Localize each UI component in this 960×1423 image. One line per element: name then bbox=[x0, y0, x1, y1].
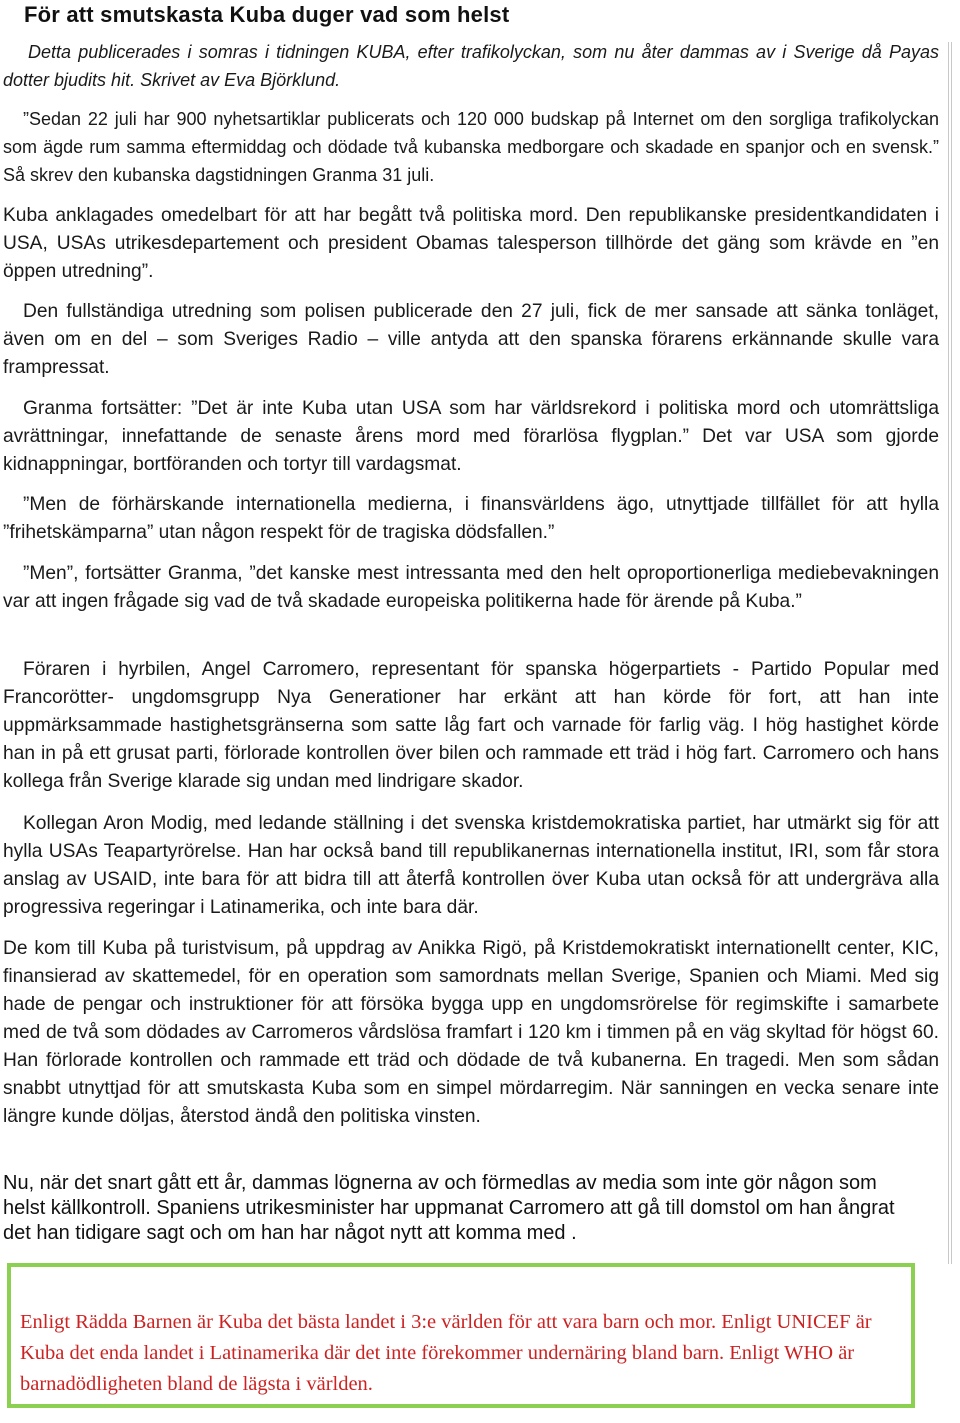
closing-paragraph bbox=[3, 1171, 918, 1246]
paragraph-7 bbox=[3, 656, 939, 796]
paragraph-1 bbox=[3, 105, 939, 189]
fact-box-text: Enligt Rädda Barnen är Kuba det bästa landet i 3:e världen för att vara barn och mor. Enligt UNICEF är Kuba det enda landet i Latinamerika där det inte förekommer undernäring bland barn. Enligt WHO är barnadödligheten bland de lägsta i världen. bbox=[20, 1311, 872, 1395]
paragraph-3 bbox=[3, 298, 939, 382]
paragraph-text: ”Men”, fortsätter Granma, ”det kanske mest intressanta med den helt oproportionerliga mediebevakningen var att ingen frågade sig vad de två skadade europeiska politikerna hade för ärende på Kuba.” bbox=[3, 563, 939, 612]
paragraph-5 bbox=[3, 491, 939, 547]
paragraph-text: ”Sedan 22 juli har 900 nyhetsartiklar publicerats och 120 000 budskap på Internet om den sorgliga trafikolyckan som ägde rum samma eftermiddag och dödade två kubanska medborgare och skadade en spanjor och en svensk.” Så skrev den kubanska dagstidningen Granma 31 juli. bbox=[3, 109, 939, 185]
fact-box bbox=[7, 1263, 915, 1408]
paragraph-text: De kom till Kuba på turistvisum, på uppdrag av Anikka Rigö, på Kristdemokratiskt internationellt center, KIC, finansierad av skattemedel, för en operation som samordnats mellan Sverige, Spanien och Miami. Med sig hade de pengar och instruktioner för att försöka bygga upp en ungdomsrörelse för regimskifte i samarbete med de två som dödades av Carromeros vårdslösa framfart i 120 km i timmen på en väg skyltad för högst 60. Han förlorade kontrollen och rammade ett träd och dödade de två kubanerna. En tragedi. Men som sådan snabbt utnyttjad för att smutskasta Kuba som en simpel mördarregim. När sanningen en vecka senare inte längre kunde döljas, återstod ändå den politiska vinsten. bbox=[3, 938, 939, 1127]
paragraph-4 bbox=[3, 395, 939, 479]
intro-text: Detta publicerades i somras i tidningen KUBA, efter trafikolyckan, som nu åter dammas av i Sverige då Payas dotter bjudits hit. Skrivet av Eva Björklund. bbox=[3, 42, 939, 90]
paragraph-text: Den fullständiga utredning som polisen publicerade den 27 juli, fick de mer sansade att sänka tonläget, även om en del – som Sveriges Radio – ville antyda att den spanska förarens erkännande skulle vara frampressat. bbox=[3, 301, 939, 378]
paragraph-text: ”Men de förhärskande internationella medierna, i finansvärldens ägo, utnyttjade tillfället för att hylla ”frihetskämparna” utan någon respekt för de tragiska dödsfallen.” bbox=[3, 494, 939, 543]
paragraph-text: Föraren i hyrbilen, Angel Carromero, representant för spanska högerpartiets - Partido Popular med Francorötter- ungdomsgrupp Nya Generationer har erkänt att han körde för fort, att han inte uppmärksammade hastighetsgränserna som satte låg fart och varnade för farlig väg. I hög hastighet körde han in på ett grusat parti, förlorade kontrollen över bilen och rammade ett träd i hög fart. Carromero och hans kollega från Sverige klarade sig undan med lindrigare skador. bbox=[3, 659, 939, 792]
paragraph-6 bbox=[3, 560, 939, 616]
intro-paragraph bbox=[3, 38, 939, 94]
paragraph-text: Granma fortsätter: ”Det är inte Kuba utan USA som har världsrekord i politiska mord och utomrättsliga avrättningar, innefattande de senaste årens mord med förarlösa flygplan.” Det var USA som gjorde kidnappningar, bortföranden och tortyr till vardagsmat. bbox=[3, 398, 939, 475]
paragraph-9 bbox=[3, 935, 939, 1131]
paragraph-text: Kuba anklagades omedelbart för att har begått två politiska mord. Den republikanske presidentkandidaten i USA, USAs utrikesdepartement och president Obamas talesperson tillhörde det gäng som krävde en ”en öppen utredning”. bbox=[3, 205, 939, 282]
closing-text: Nu, när det snart gått ett år, dammas lögnerna av och förmedlas av media som inte gör någon som helst källkontroll. Spaniens utrikesminister har uppmanat Carromero att gå till domstol om han ångrat det han tidigare sagt och om han har något nytt att komma med . bbox=[3, 1172, 895, 1244]
paragraph-8 bbox=[3, 810, 939, 922]
page-edge-rule bbox=[948, 42, 952, 1264]
paragraph-2 bbox=[3, 202, 939, 286]
article-headline: För att smutskasta Kuba duger vad som helst bbox=[24, 2, 510, 27]
paragraph-text: Kollegan Aron Modig, med ledande ställning i det svenska kristdemokratiska partiet, har utmärkt sig för att hylla USAs Teapartyrörelse. Han har också band till republikanernas internationella institut, IRI, som får stora anslag av USAID, inte bara för att bidra till att återfå kontrollen över Kuba utan också för att undergräva alla progressiva regeringar i Latinamerika, och inte bara där. bbox=[3, 813, 939, 918]
